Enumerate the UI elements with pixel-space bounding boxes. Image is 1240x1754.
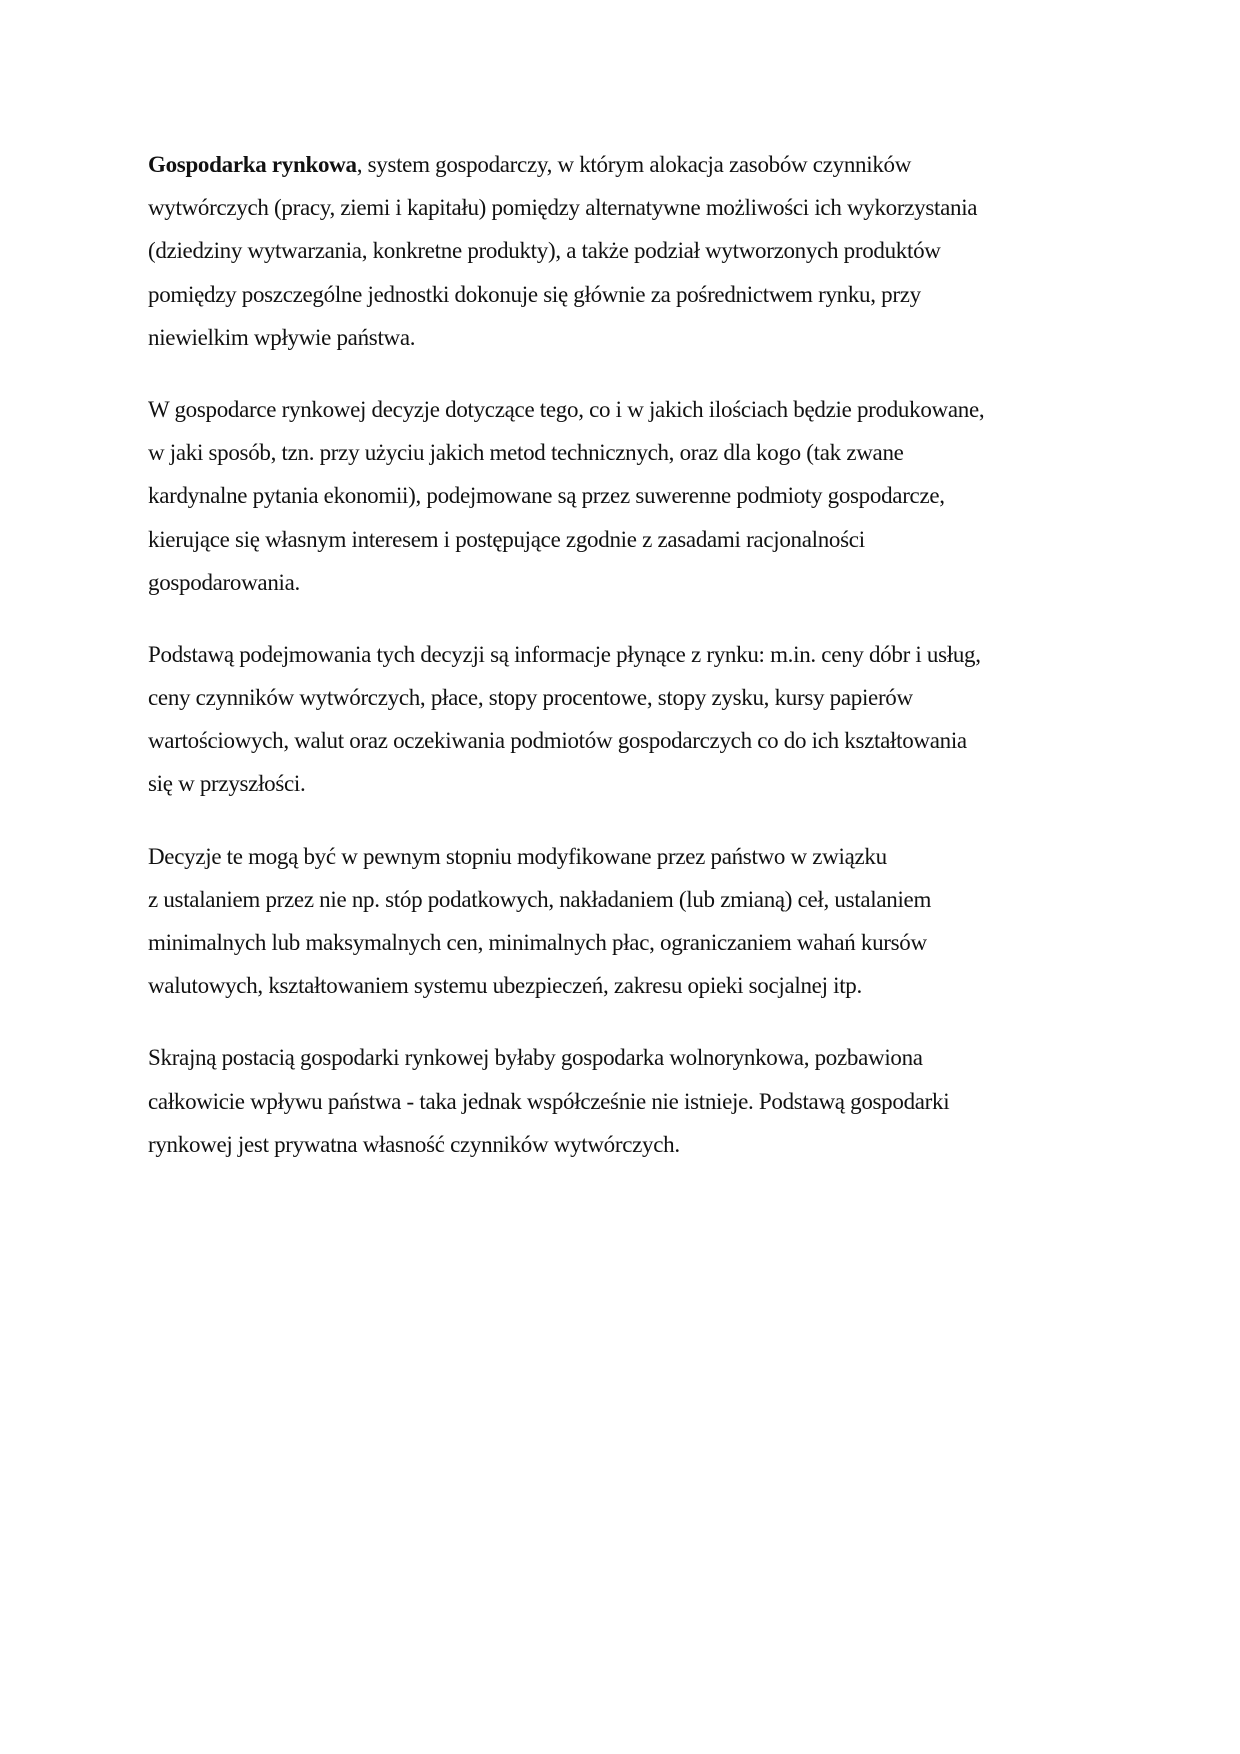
text-line: (dziedziny wytwarzania, konkretne produkty), a także podział wytworzonych produktów bbox=[148, 238, 941, 264]
text-line: Skrajną postacią gospodarki rynkowej byłaby gospodarka wolnorynkowa, pozbawiona bbox=[148, 1045, 923, 1071]
paragraph-1 bbox=[148, 143, 1108, 359]
text-line: w jaki sposób, tzn. przy użyciu jakich metod technicznych, oraz dla kogo (tak zwane bbox=[148, 440, 904, 466]
text-line: minimalnych lub maksymalnych cen, minimalnych płac, ograniczaniem wahań kursów bbox=[148, 930, 927, 955]
text-line: kierujące się własnym interesem i postępujące zgodnie z zasadami racjonalności bbox=[148, 526, 865, 552]
text-line: W gospodarce rynkowej decyzje dotyczące tego, co i w jakich ilościach będzie produkowane, bbox=[148, 396, 985, 422]
text-line: Gospodarka rynkowa, system gospodarczy, w którym alokacja zasobów czynników bbox=[148, 152, 912, 177]
text-line: się w przyszłości. bbox=[148, 771, 306, 797]
text-line: wytwórczych (pracy, ziemi i kapitału) pomiędzy alternatywne możliwości ich wykorzystania bbox=[148, 195, 978, 221]
text-line: kardynalne pytania ekonomii), podejmowane są przez suwerenne podmioty gospodarcze, bbox=[148, 483, 945, 509]
document-body bbox=[148, 143, 1108, 1195]
text-line: niewielkim wpływie państwa. bbox=[148, 324, 416, 350]
paragraph-2 bbox=[148, 388, 1108, 604]
text-line: rynkowej jest prywatna własność czynników wytwórczych. bbox=[148, 1131, 680, 1157]
paragraph-5 bbox=[148, 1036, 1108, 1166]
term-bold: Gospodarka rynkowa bbox=[148, 152, 357, 177]
text-line: całkowicie wpływu państwa - taka jednak współcześnie nie istnieje. Podstawą gospodarki bbox=[148, 1088, 950, 1114]
paragraph-3 bbox=[148, 633, 1108, 806]
text-line: pomiędzy poszczególne jednostki dokonuje się głównie za pośrednictwem rynku, przy bbox=[148, 281, 921, 307]
text-line: wartościowych, walut oraz oczekiwania podmiotów gospodarczych co do ich kształtowania bbox=[148, 728, 967, 754]
text-line: ceny czynników wytwórczych, płace, stopy procentowe, stopy zysku, kursy papierów bbox=[148, 685, 913, 711]
text-line: gospodarowania. bbox=[148, 569, 300, 595]
text-line: walutowych, kształtowaniem systemu ubezpieczeń, zakresu opieki socjalnej itp. bbox=[148, 973, 862, 999]
text-line: Podstawą podejmowania tych decyzji są informacje płynące z rynku: m.in. ceny dóbr i usług, bbox=[148, 641, 981, 667]
paragraph-4 bbox=[148, 835, 1108, 1008]
text-line: Decyzje te mogą być w pewnym stopniu modyfikowane przez państwo w związku bbox=[148, 843, 887, 869]
text-line: z ustalaniem przez nie np. stóp podatkowych, nakładaniem (lub zmianą) ceł, ustalaniem bbox=[148, 886, 932, 912]
